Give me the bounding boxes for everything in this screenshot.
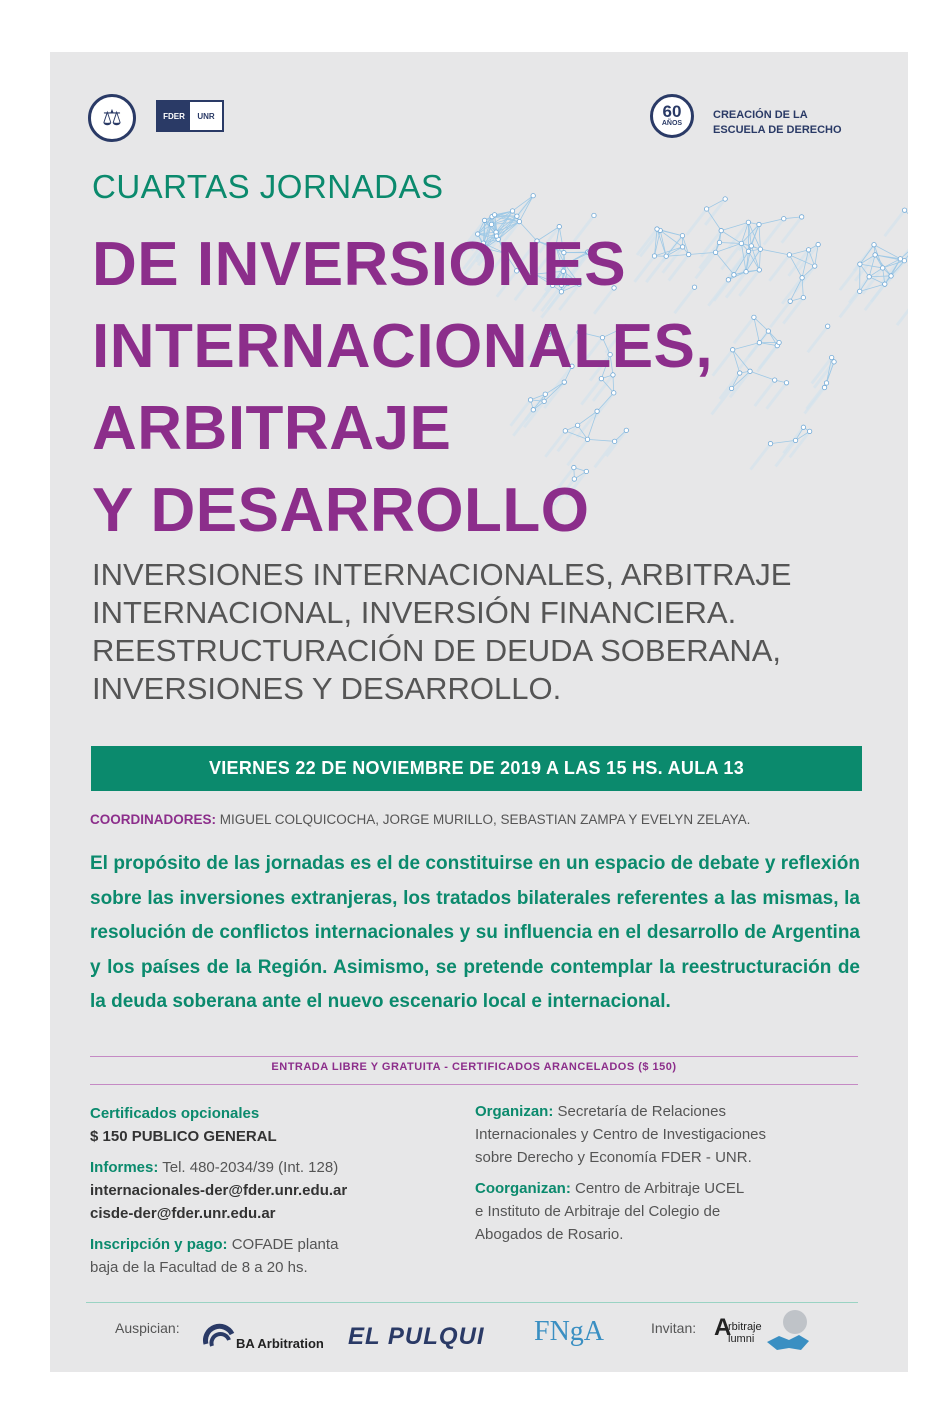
organizan-value-3: sobre Derecho y Economía FDER - UNR. [475, 1149, 752, 1166]
university-seal-icon: ⚖ [88, 94, 136, 142]
organizan-value-1: Secretaría de Relaciones [553, 1103, 726, 1120]
title-line-1: DE INVERSIONES [92, 230, 627, 299]
informes-label: Informes: [90, 1159, 159, 1176]
coorganizan-value-2: e Instituto de Arbitraje del Colegio de [475, 1203, 721, 1220]
creacion-line-2: ESCUELA DE DERECHO [713, 124, 842, 136]
coorganizan-label: Coorganizan: [475, 1180, 571, 1197]
anniversary-badge [650, 94, 694, 138]
subtitle-line-4: INVERSIONES Y DESARROLLO. [92, 671, 562, 706]
anniversary-number: 60 [662, 102, 682, 121]
inscripcion-value-1: COFADE planta [227, 1236, 339, 1253]
event-poster [50, 52, 908, 1372]
ba-arbitration-text: BA Arbitration [236, 1335, 324, 1351]
subtitle-line-1: INVERSIONES INTERNACIONALES, ARBITRAJE [92, 557, 792, 592]
title-line-4: Y DESARROLLO [92, 476, 590, 545]
topics-subtitle [92, 556, 872, 708]
fder-unr-logo [156, 100, 224, 132]
informes-phone: Tel. 480-2034/39 (Int. 128) [158, 1159, 339, 1176]
creacion-escuela-text [713, 108, 842, 138]
coorganizan-value-1: Centro de Arbitraje UCEL [570, 1180, 745, 1197]
coordinators-label: COORDINADORES: [90, 812, 217, 827]
fnga-logo: FNgA [534, 1316, 605, 1347]
coorganizan-value-3: Abogados de Rosario. [475, 1226, 624, 1243]
handshake-globe-icon [763, 1308, 813, 1354]
fder-label: FDER [158, 102, 190, 130]
divider-top [90, 1056, 858, 1057]
left-info-column [90, 1102, 460, 1279]
anniversary-unit: AÑOS [661, 120, 683, 127]
subtitle-line-3: REESTRUCTURACIÓN DE DEUDA SOBERANA, [92, 633, 781, 668]
alumni-bottom-text: lumni [728, 1333, 755, 1345]
coorganizan-line [475, 1177, 855, 1200]
email-internacionales-link[interactable]: internacionales-der@fder.unr.edu.ar [90, 1182, 348, 1199]
inscripcion-value-2: baja de la Facultad de 8 a 20 hs. [90, 1259, 308, 1276]
organizan-line [475, 1100, 855, 1123]
arbitraje-alumni-logo [714, 1314, 762, 1345]
entrada-libre-notice: ENTRADA LIBRE Y GRATUITA - CERTIFICADOS ARANCELADOS ($ 150) [271, 1061, 677, 1073]
date-banner: VIERNES 22 DE NOVIEMBRE DE 2019 A LAS 15 HS. AULA 13 [91, 746, 862, 791]
divider-bottom [90, 1084, 858, 1085]
email-cisde-link[interactable]: cisde-der@fder.unr.edu.ar [90, 1205, 276, 1222]
coordinators-names: MIGUEL COLQUICOCHA, JORGE MURILLO, SEBASTIAN ZAMPA Y EVELYN ZELAYA. [216, 812, 751, 827]
purpose-paragraph: El propósito de las jornadas es el de constituirse en un espacio de debate y reflexión sobre las inversiones extranjeras, los tratados bilaterales referentes a las mismas, la resolución de conflictos internacionales y su influencia en el desarrollo de Argentina y los países de la Región. Asimismo, se pretende contemplar la reestructuración de la deuda soberana ante el nuevo escenario local e internacional. [90, 853, 860, 1012]
title-line-2: INTERNACIONALES, [92, 312, 714, 381]
subtitle-line-2: INTERNACIONAL, INVERSIÓN FINANCIERA. [92, 595, 737, 630]
inscripcion-label: Inscripción y pago: [90, 1236, 228, 1253]
organizan-value-2: Internacionales y Centro de Investigaciones [475, 1126, 767, 1143]
footer-divider [86, 1302, 858, 1303]
unr-label: UNR [197, 111, 215, 121]
informes-line [90, 1156, 460, 1179]
invitan-label: Invitan: [651, 1320, 697, 1336]
organizan-label: Organizan: [475, 1103, 554, 1120]
el-pulqui-logo: EL PULQUI [348, 1323, 485, 1350]
alumni-A: A [714, 1314, 732, 1341]
inscripcion-line [90, 1233, 460, 1256]
certificados-label: Certificados opcionales [90, 1105, 260, 1122]
ba-arbitration-arc-icon [202, 1318, 236, 1352]
main-title [92, 224, 713, 552]
ba-arbitration-logo [202, 1318, 324, 1352]
right-info-column [475, 1100, 855, 1246]
kicker-title: CUARTAS JORNADAS [92, 168, 444, 205]
auspician-label: Auspician: [115, 1320, 180, 1336]
creacion-line-1: CREACIÓN DE LA [713, 109, 808, 121]
title-line-3: ARBITRAJE [92, 394, 452, 463]
certificados-value: $ 150 PUBLICO GENERAL [90, 1128, 277, 1145]
coordinators-line [90, 812, 750, 827]
alumni-top-text: rbitraje [728, 1321, 762, 1333]
